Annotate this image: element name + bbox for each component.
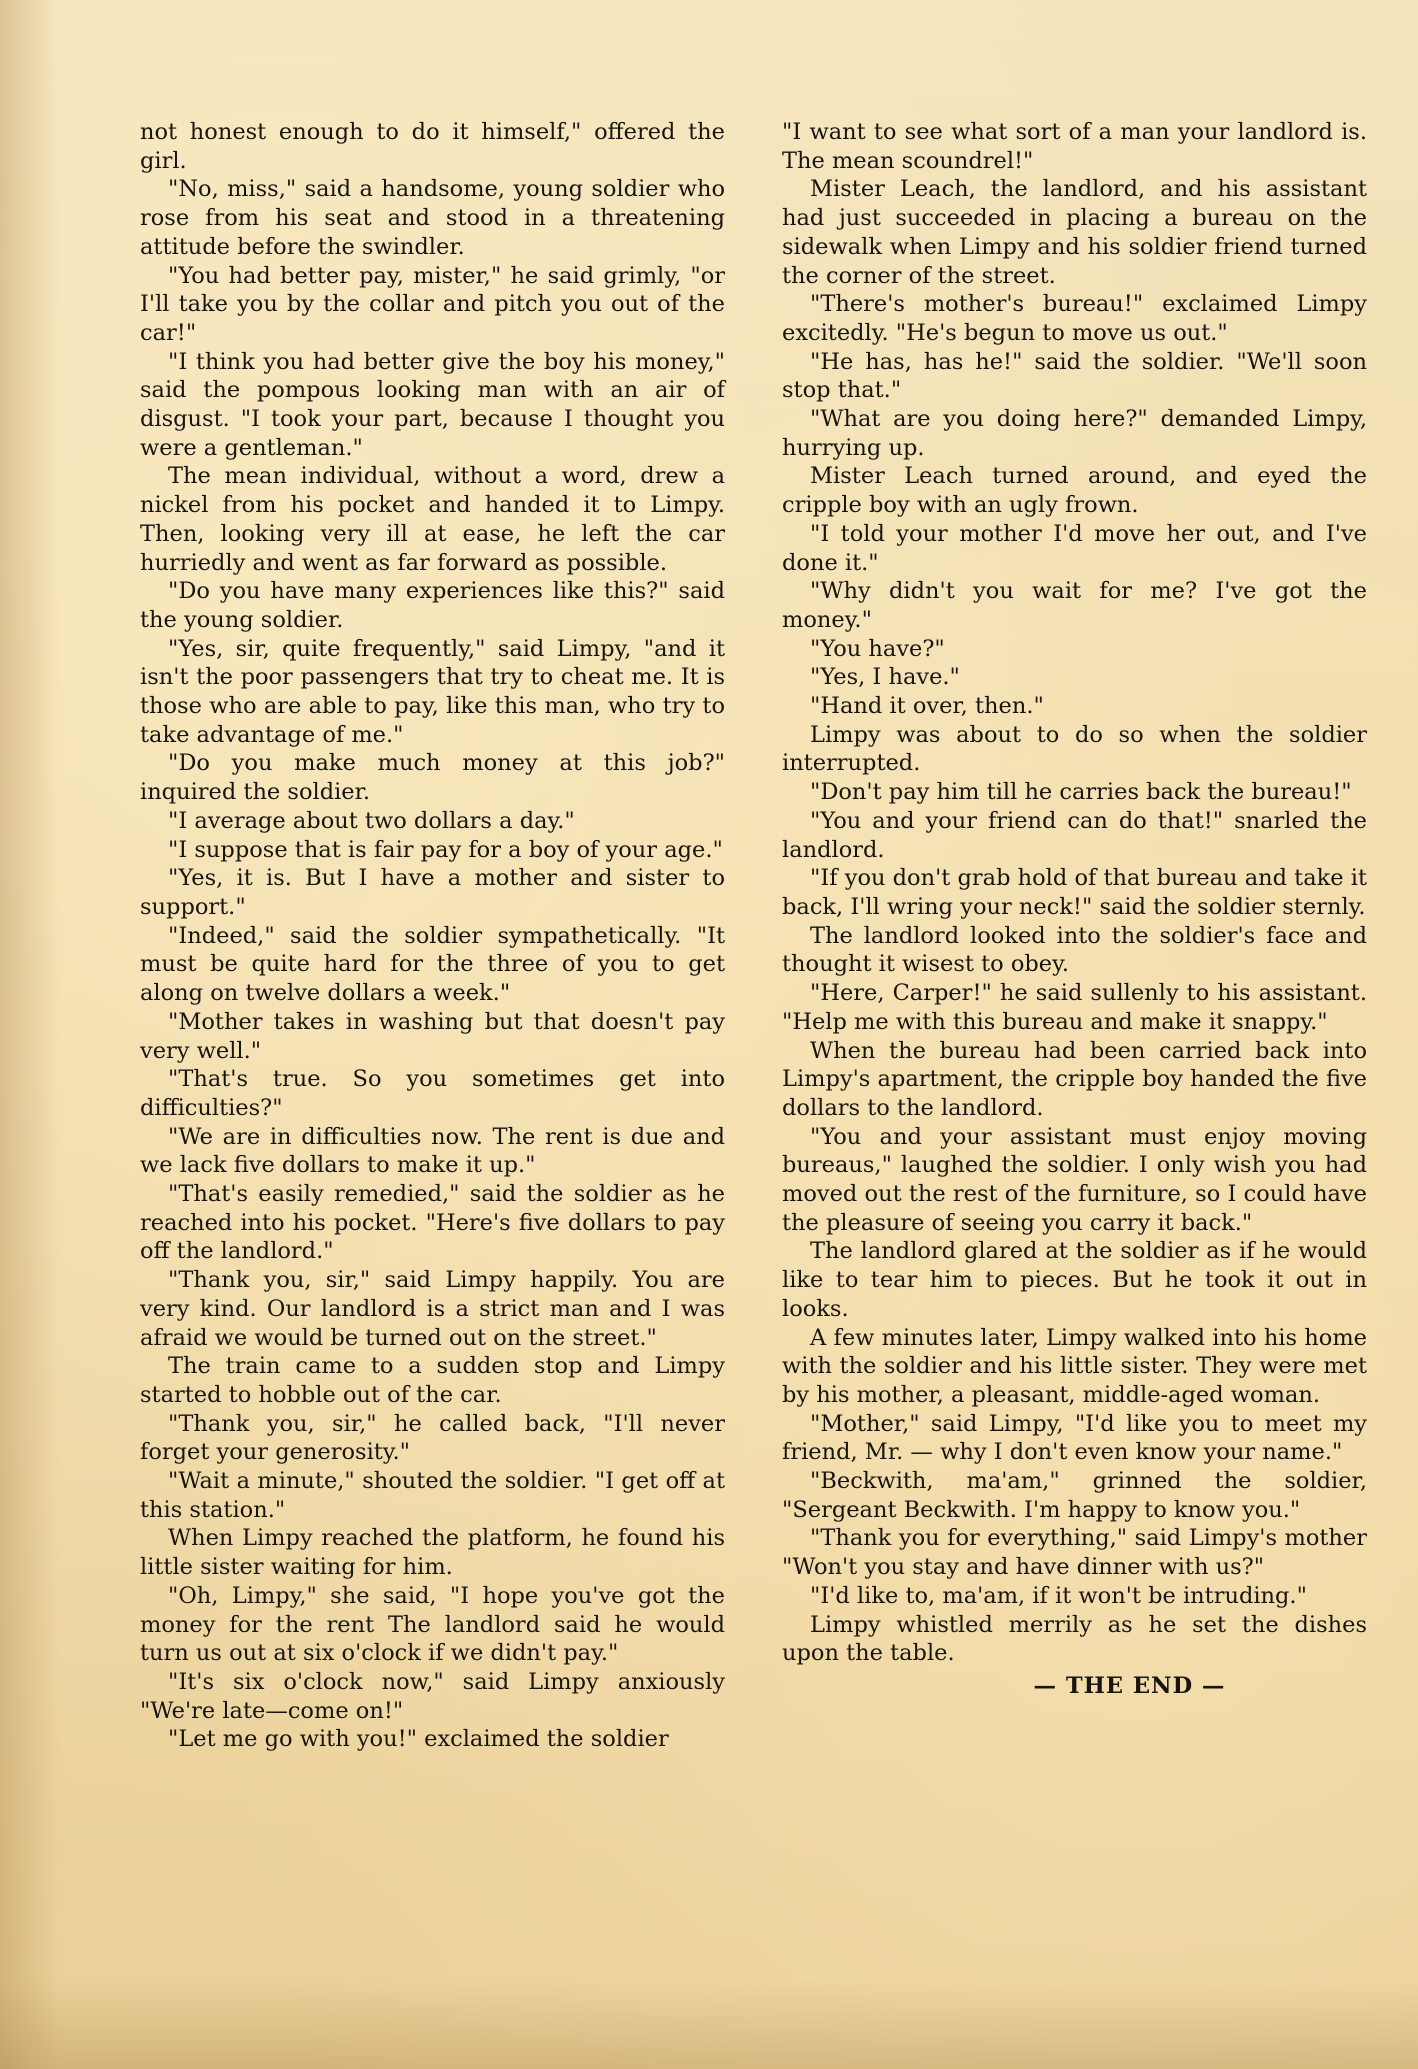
paragraph: "You and your assistant must enjoy moving bureaus," laughed the soldier. I only wish you had moved out the rest of the furniture, so I could have the pleasure of seeing you carry it back." [782, 1123, 1367, 1236]
paragraph: "If you don't grab hold of that bureau and take it back, I'll wring your neck!" said the soldier sternly. [782, 865, 1367, 920]
paragraph: "Here, Carper!" he said sullenly to his assistant. "Help me with this bureau and make it snappy." [782, 980, 1367, 1035]
paragraph: "Thank you, sir," he called back, "I'll never forget your generosity." [140, 1410, 725, 1466]
paragraph: "He has, has he!" said the soldier. "We'll soon stop that." [782, 348, 1367, 404]
page-edge-shadow-bottom [0, 1979, 1418, 2069]
paragraph: The train came to a sudden stop and Limpy started to hobble out of the car. [140, 1353, 725, 1408]
paragraph: "Hand it over, then." [810, 693, 1044, 720]
paragraph: "It's six o'clock now," said Limpy anxiously "We're late—come on!" [140, 1668, 725, 1724]
paragraph: "Thank you for everything," said Limpy's mother "Won't you stay and have dinner with us?" [782, 1525, 1367, 1581]
paragraph: "Yes, I have." [810, 664, 960, 691]
paragraph: "Don't pay him till he carries back the bureau!" [810, 779, 1352, 806]
paragraph: "You had better pay, mister," he said grimly, "or I'll take you by the collar and pitch you out of the car!" [140, 262, 725, 346]
paragraph: The mean individual, without a word, drew a nickel from his pocket and handed it to Limpy. Then, looking very ill at ease, he left the car hurriedly and went as far forward as possible. [140, 463, 725, 576]
paragraph: When Limpy reached the platform, he found his little sister waiting for him. [140, 1525, 725, 1581]
paragraph: "Why didn't you wait for me? I've got the money." [782, 578, 1367, 633]
paragraph: A few minutes later, Limpy walked into his home with the soldier and his little sister. They were met by his mother, a pleasant, middle-aged woman. [782, 1324, 1367, 1408]
paragraph: "There's mother's bureau!" exclaimed Limpy excitedly. "He's begun to move us out." [782, 291, 1367, 346]
paragraph: "I want to see what sort of a man your landlord is. The mean scoundrel!" [782, 119, 1367, 174]
paragraph: "Let me go with you!" exclaimed the soldier [168, 1726, 669, 1753]
paragraph: Mister Leach, the landlord, and his assistant had just succeeded in placing a bureau on the sidewalk when Limpy and his soldier friend turned the corner of the street. [782, 176, 1367, 289]
paragraph: "Indeed," said the soldier sympathetically. "It must be quite hard for the three of you to get along on twelve dollars a week." [140, 922, 725, 1007]
paragraph: "I average about two dollars a day." [168, 807, 575, 834]
paragraph: "Yes, sir, quite frequently," said Limpy, "and it isn't the poor passengers that try to cheat me. It is those who are able to pay, like this man, who try to take advantage of me." [140, 635, 725, 748]
paragraph: "That's easily remedied," said the soldier as he reached into his pocket. "Here's five dollars to pay off the landlord." [140, 1181, 725, 1265]
paragraph: "I told your mother I'd move her out, and I've done it." [782, 520, 1367, 576]
page-edge-shadow-left [0, 0, 60, 2069]
paragraph: "I suppose that is fair pay for a boy of your age." [168, 836, 723, 863]
paragraph: "Thank you, sir," said Limpy happily. You are very kind. Our landlord is a strict man and I was afraid we would be turned out on the street." [140, 1267, 725, 1351]
paragraph: The landlord looked into the soldier's face and thought it wisest to obey. [782, 922, 1367, 978]
paragraph: "Do you make much money at this job?" inquired the soldier. [140, 750, 725, 806]
paragraph: "What are you doing here?" demanded Limpy, hurrying up. [782, 406, 1367, 461]
story-column-right [782, 118, 1367, 1701]
paragraph: "Yes, it is. But I have a mother and sister to support." [140, 865, 725, 920]
the-end-marker: — THE END — [1033, 1672, 1226, 1699]
paragraph: Limpy whistled merrily as he set the dishes upon the table. [782, 1611, 1367, 1667]
paragraph: "No, miss," said a handsome, young soldier who rose from his seat and stood in a threatening attitude before the swindler. [140, 176, 725, 260]
paragraph: "You have?" [810, 635, 945, 662]
story-column-left [140, 118, 725, 1754]
paragraph: "Oh, Limpy," she said, "I hope you've got the money for the rent The landlord said he would turn us out at six o'clock if we didn't pay." [140, 1582, 725, 1667]
paragraph: The landlord glared at the soldier as if he would like to tear him to pieces. But he took it out in looks. [782, 1238, 1367, 1322]
paragraph: When the bureau had been carried back into Limpy's apartment, the cripple boy handed the five dollars to the landlord. [782, 1037, 1367, 1121]
paragraph: "Mother," said Limpy, "I'd like you to meet my friend, Mr. — why I don't even know your name." [782, 1410, 1367, 1466]
paragraph: Limpy was about to do so when the soldier interrupted. [782, 721, 1367, 777]
paragraph: "I'd like to, ma'am, if it won't be intruding." [810, 1582, 1307, 1609]
paragraph: "You and your friend can do that!" snarled the landlord. [782, 807, 1367, 863]
paragraph: "I think you had better give the boy his money," said the pompous looking man with an air of disgust. "I took your part, because I thought you were a gentleman." [140, 348, 725, 461]
paragraph: "Wait a minute," shouted the soldier. "I get off at this station." [140, 1468, 725, 1523]
paragraph: "Do you have many experiences like this?" said the young soldier. [140, 578, 725, 633]
paragraph: "We are in difficulties now. The rent is due and we lack five dollars to make it up." [140, 1123, 725, 1179]
paragraph: "Beckwith, ma'am," grinned the soldier, "Sergeant Beckwith. I'm happy to know you." [782, 1468, 1367, 1523]
paragraph: "That's true. So you sometimes get into difficulties?" [140, 1066, 725, 1121]
paragraph: not honest enough to do it himself," offered the girl. [140, 119, 725, 174]
paragraph: "Mother takes in washing but that doesn't pay very well." [140, 1008, 725, 1064]
paragraph: Mister Leach turned around, and eyed the cripple boy with an ugly frown. [782, 463, 1367, 519]
